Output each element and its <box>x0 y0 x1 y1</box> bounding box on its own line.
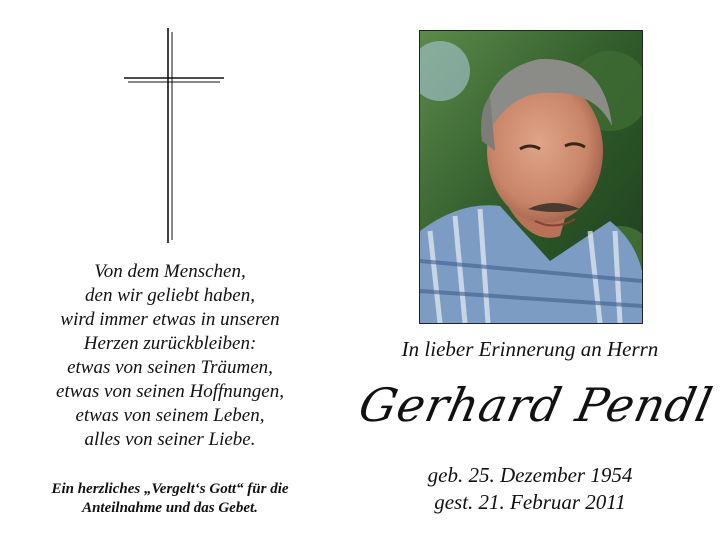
memorial-poem <box>20 260 320 452</box>
poem-line: etwas von seinem Leben, <box>75 405 265 426</box>
poem-line: Von dem Menschen, <box>94 261 246 282</box>
poem-line: wird immer etwas in unseren <box>60 309 280 330</box>
thanks-line-2: Anteilnahme und das Gebet. <box>82 500 258 516</box>
poem-line: etwas von seinen Hoffnungen, <box>56 381 284 402</box>
thanks-line-1: Ein herzliches „Vergelt‘s Gott“ für die <box>51 481 289 497</box>
birth-date: geb. 25. Dezember 1954 <box>427 463 633 487</box>
thanks-note <box>10 480 330 518</box>
life-dates <box>360 462 700 516</box>
death-date: gest. 21. Februar 2011 <box>434 490 626 514</box>
deceased-name: Gerhard Pendl <box>354 378 718 432</box>
poem-line: den wir geliebt haben, <box>85 285 255 306</box>
portrait-image <box>420 31 642 323</box>
memory-line: In lieber Erinnerung an Herrn <box>401 337 659 361</box>
portrait-photo <box>419 30 643 324</box>
poem-line: Herzen zurückbleiben: <box>83 333 257 354</box>
poem-line: etwas von seinen Träumen, <box>67 357 273 378</box>
cross-icon <box>120 28 230 243</box>
poem-line: alles von seiner Liebe. <box>84 429 256 450</box>
